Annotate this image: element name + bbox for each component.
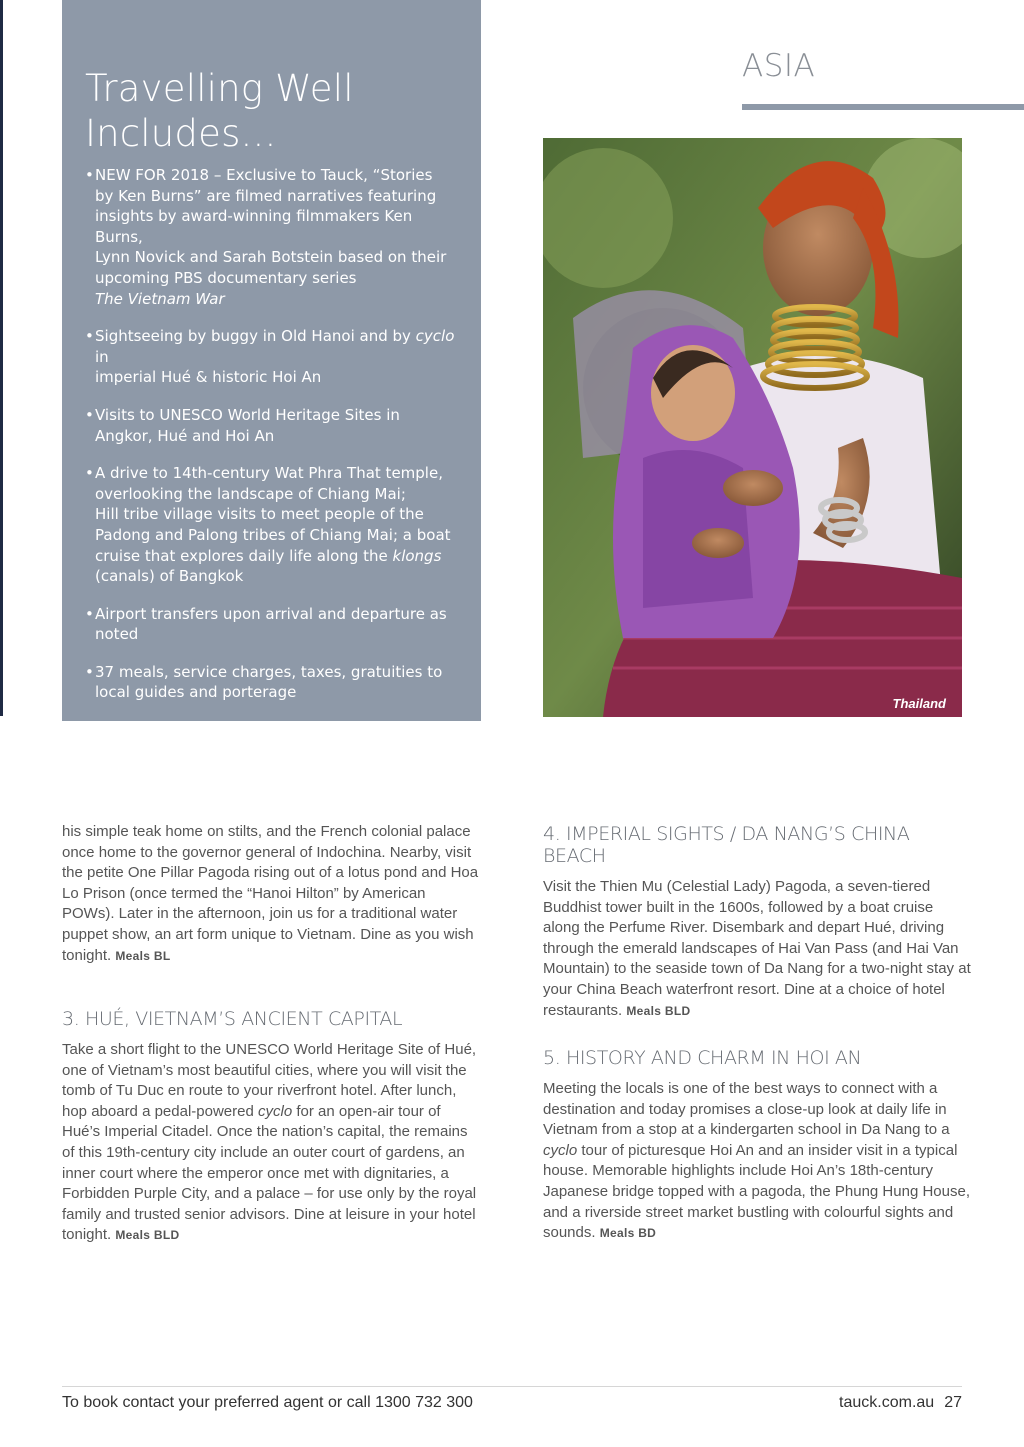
section-paragraph (543, 877, 973, 1021)
includes-list (85, 165, 455, 703)
section-text: for an open-air tour of Hué’s Imperial Citadel. Once the nation’s capital, the remains of this 19th-century city include an outer court of gardens, an inner court where the emperor once met with dignitaries, a Forbidden Purple City, and a palace – for use only by the royal family and trusted senior advisors. Dine at leisure in your hotel tonight. (62, 1102, 477, 1244)
footer-divider (62, 1386, 962, 1387)
left-column (62, 822, 482, 966)
includes-item-line: Padong and Palong tribes of Chiang Mai; a boat (95, 525, 451, 544)
section-text: tour of picturesque Hoi An and an insider visit in a typical house. Memorable highlights include Hoi An’s 18th-century Japanese bridge topped with a pagoda, the Phung Hung House, and a riverside street market bustling with colourful sights and sounds. (543, 1141, 970, 1242)
section-text: Take a short flight to the UNESCO World Heritage Site of Hué, one of Vietnam’s most beautiful cities, where you will visit the tomb of Tu Duc en route to your riverfront hotel. After lunch, hop aboard a pedal-powered (62, 1041, 477, 1120)
includes-item-line: insights by award-winning filmmakers Ken Burns, (95, 207, 413, 246)
section-text: Visit the Thien Mu (Celestial Lady) Pagoda, a seven-tiered Buddhist tower built in the 1600s, followed by a boat cruise along the Perfume River. Disembark and depart Hué, driving through the emerald landscapes of Hai Van Pass (and Hai Van Mountain) to the seaside town of Da Nang for a two-night stay at your China Beach waterfront resort. Dine at a choice of hotel restaurants. (543, 878, 971, 1019)
includes-item (85, 165, 455, 309)
includes-item-line: local guides and porterage (95, 683, 297, 702)
meals-badge: Meals BLD (115, 1228, 180, 1243)
includes-item (85, 463, 455, 587)
photo-illustration (543, 138, 962, 717)
section-3 (62, 1008, 482, 1246)
includes-item-line: overlooking the landscape of Chiang Mai; (95, 484, 406, 503)
documentary-title: The Vietnam War (95, 289, 225, 308)
section-text-emphasis: cyclo (257, 1102, 293, 1120)
section-text: Meeting the locals is one of the best ways to connect with a destination and today promises a close-up look at daily life in Vietnam from a stop at a kindergarten school in Da Nang to a (543, 1080, 950, 1139)
includes-title (85, 66, 455, 156)
intro-text: his simple teak home on stilts, and the French colonial palace once home to the governor general of Indochina. Nearby, visit the petite One Pillar Pagoda rising out of a lotus pond and Hoa Lo Prison (once termed the “Hanoi Hilton” by American POWs). Later in the afternoon, join us for a traditional water puppet show, an art form unique to Vietnam. Dine as you wish tonight. (62, 823, 479, 964)
footer-right (839, 1394, 962, 1412)
meals-badge: Meals BL (115, 948, 171, 963)
hero-photo (543, 138, 962, 717)
region-rule (742, 104, 1024, 110)
section-heading: 3. HUÉ, VIETNAM’S ANCIENT CAPITAL (62, 1008, 403, 1030)
intro-paragraph (62, 822, 482, 966)
section-4 (543, 823, 973, 1021)
includes-item (85, 405, 455, 446)
includes-item-line: • Visits to UNESCO World Heritage Sites in (95, 405, 400, 424)
includes-item-line: • NEW FOR 2018 – Exclusive to Tauck, “Stories (95, 166, 433, 184)
includes-item-line: Lynn Novick and Sarah Botstein based on their (95, 248, 447, 267)
section-text-emphasis: cyclo (543, 1141, 578, 1159)
meals-badge: Meals BLD (626, 1003, 691, 1018)
includes-item-line: Angkor, Hué and Hoi An (95, 426, 275, 445)
includes-item-line: upcoming PBS documentary series (95, 268, 357, 287)
region-label: ASIA (742, 48, 816, 84)
includes-item-line: noted (95, 625, 139, 644)
footer-website: tauck.com.au (839, 1394, 935, 1411)
section-paragraph (543, 1079, 973, 1244)
footer-contact: To book contact your preferred agent or call 1300 732 300 (62, 1394, 473, 1411)
section-heading: 5. HISTORY AND CHARM IN HOI AN (543, 1047, 862, 1069)
includes-item (85, 604, 455, 645)
includes-title-line1: Travelling Well (85, 67, 354, 110)
includes-item-line: by Ken Burns” are filmed narratives featuring (95, 186, 437, 205)
includes-item-line: • A drive to 14th-century Wat Phra That temple, (95, 464, 443, 483)
includes-item-line: • Airport transfers upon arrival and departure as (95, 604, 447, 623)
includes-item-line: • 37 meals, service charges, taxes, gratuities to (95, 662, 443, 681)
includes-item (85, 662, 455, 703)
section-heading: 4. IMPERIAL SIGHTS / DA NANG’S CHINA BEACH (543, 823, 910, 867)
includes-item (85, 326, 455, 388)
section-5 (543, 1047, 973, 1244)
photo-caption: Thailand (892, 696, 946, 711)
section-paragraph (62, 1040, 482, 1246)
includes-item-line: cruise that explores daily life along the klongs (95, 546, 442, 565)
page-number: 27 (944, 1394, 962, 1411)
includes-panel (62, 0, 481, 721)
page-edge-strip (0, 0, 3, 716)
includes-item-line: • Sightseeing by buggy in Old Hanoi and by cyclo in (95, 327, 455, 366)
includes-item-line: (canals) of Bangkok (95, 567, 244, 586)
includes-item-line: Hill tribe village visits to meet people of the (95, 505, 424, 524)
includes-title-line2: Includes... (85, 112, 277, 155)
meals-badge: Meals BD (599, 1226, 657, 1241)
includes-item-line: imperial Hué & historic Hoi An (95, 368, 322, 387)
